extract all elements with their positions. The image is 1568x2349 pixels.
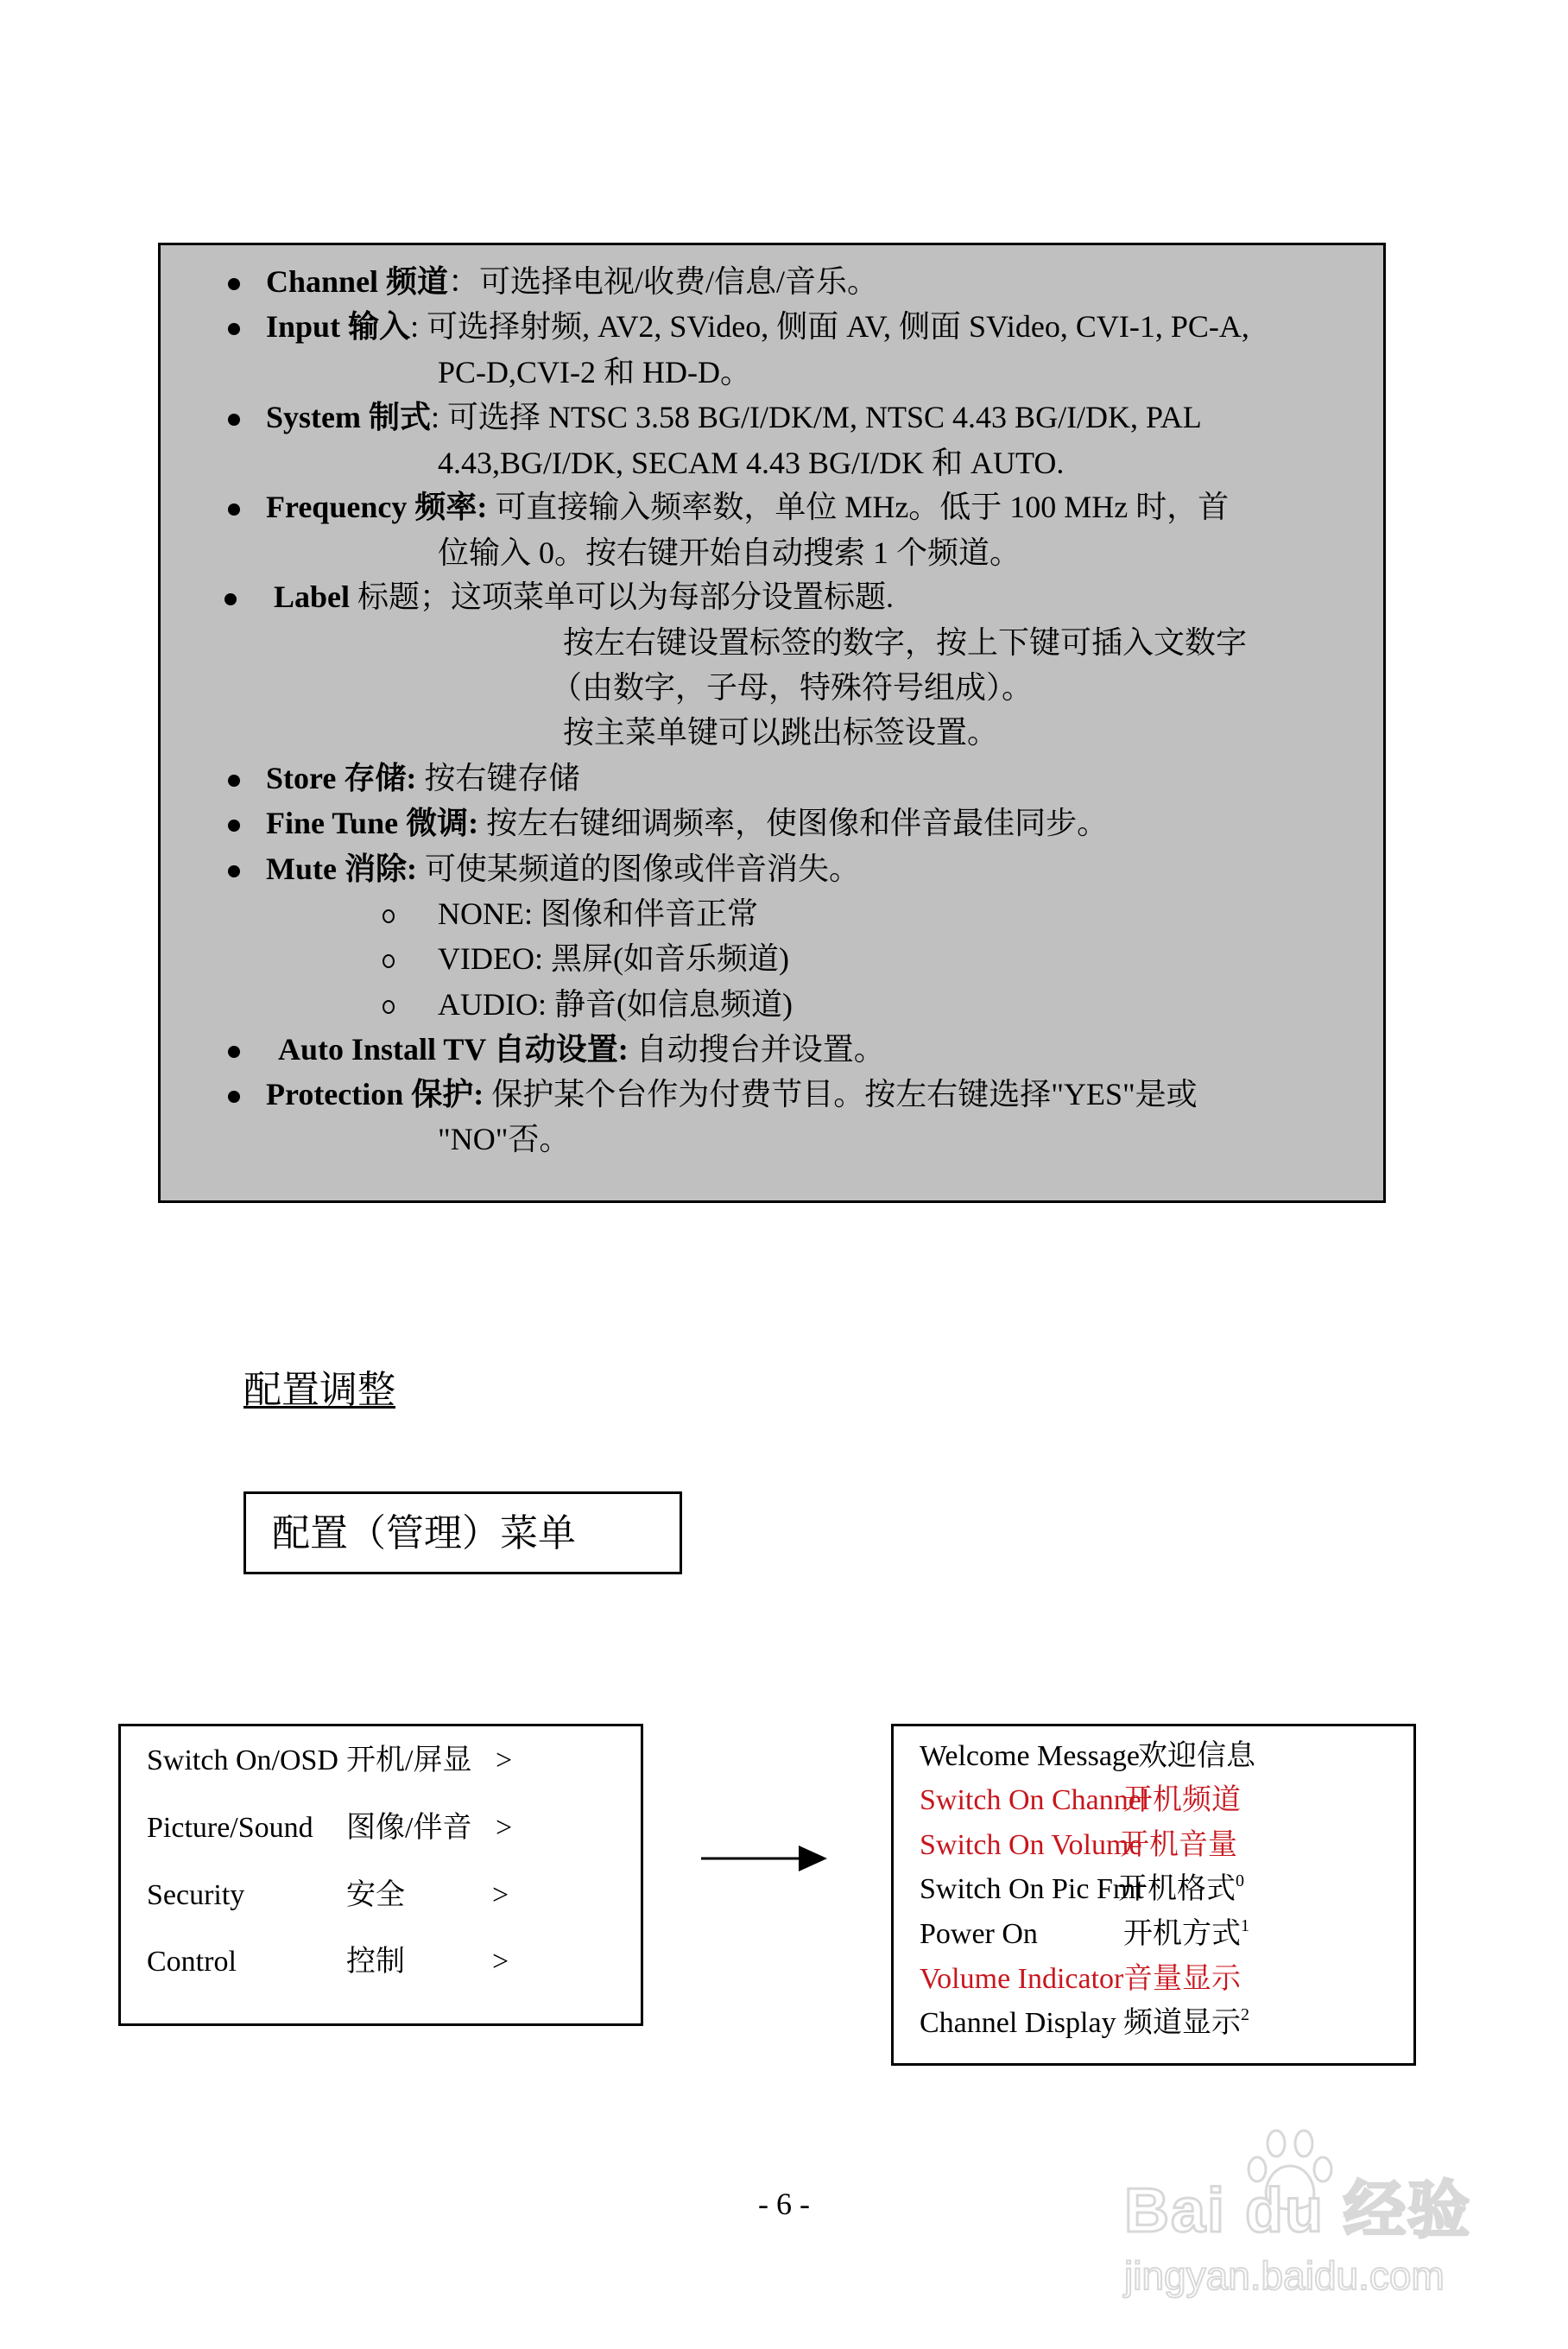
circle-bullet-icon bbox=[383, 954, 395, 968]
circle-bullet-icon bbox=[383, 909, 395, 923]
main-menu bbox=[118, 1724, 643, 2026]
item-fine-tune: Fine Tune 微调: 按左右键细调频率，使图像和伴音最佳同步。 bbox=[266, 806, 1109, 840]
menu-title: 配置（管理）菜单 bbox=[272, 1512, 576, 1554]
footnote-marker: 2 bbox=[1241, 2005, 1249, 2024]
circle-bullet-icon bbox=[383, 1000, 395, 1014]
footnote-marker: 0 bbox=[1236, 1871, 1244, 1890]
item-auto-install: Auto Install TV 自动设置: 自动搜台并设置。 bbox=[278, 1032, 885, 1067]
menu-item-picture-sound[interactable]: Picture/Sound 图像/伴音 > bbox=[121, 1806, 641, 1851]
bullet-icon bbox=[228, 414, 240, 426]
item-label: Label 标题；这项菜单可以为每部分设置标题. bbox=[274, 579, 895, 614]
bullet-icon bbox=[228, 323, 240, 335]
item-mute: Mute 消除: 可使某频道的图像或伴音消失。 bbox=[266, 852, 860, 886]
item-input: Input 输入: 可选择射频, AV2, SVideo, 侧面 AV, 侧面 SVideo, CVI-1, PC-A, bbox=[266, 309, 1249, 344]
bullet-icon bbox=[224, 593, 237, 605]
bullet-icon bbox=[228, 1091, 240, 1103]
bullet-icon bbox=[228, 278, 240, 290]
settings-description-box bbox=[158, 243, 1386, 1203]
chevron-right-icon: > bbox=[496, 1744, 513, 1776]
bullet-icon bbox=[228, 1046, 240, 1058]
right-arrow-icon bbox=[701, 1846, 831, 1871]
switch-on-osd-submenu bbox=[891, 1724, 1416, 2066]
footnote-marker: 1 bbox=[1241, 1916, 1249, 1935]
section-heading: 配置调整 bbox=[243, 1369, 395, 1411]
item-system-continuation: 4.43,BG/I/DK, SECAM 4.43 BG/I/DK 和 AUTO. bbox=[438, 446, 1065, 480]
watermark-url: jingyan.baidu.com bbox=[1124, 2253, 1445, 2298]
chevron-right-icon: > bbox=[496, 1812, 513, 1844]
menu-item-security[interactable]: Security 安全 > bbox=[121, 1873, 641, 1918]
item-protection-continuation: "NO"否。 bbox=[438, 1122, 571, 1156]
bullet-icon bbox=[228, 865, 240, 877]
item-label-continuation-2: （由数字，子母，特殊符号组成）。 bbox=[551, 670, 1034, 705]
watermark-brand: Bai du 经验 bbox=[1124, 2176, 1472, 2245]
mute-option-none: NONE: 图像和伴音正常 bbox=[438, 896, 758, 931]
submenu-item-switch-on-pic-fmt[interactable]: Switch On Pic Fmt 开机格式$^0$ bbox=[920, 1871, 1244, 1905]
item-frequency-continuation: 位输入 0。按右键开始自动搜索 1 个频道。 bbox=[438, 535, 1021, 570]
chevron-right-icon: > bbox=[492, 1879, 509, 1911]
baidu-jingyan-watermark bbox=[1114, 2124, 1494, 2306]
mute-option-video: VIDEO: 黑屏(如音乐频道) bbox=[438, 941, 789, 976]
menu-item-switch-on-osd[interactable]: Switch On/OSD 开机/屏显 > bbox=[121, 1738, 641, 1783]
item-protection: Protection 保护: 保护某个台作为付费节目。按左右键选择"YES"是或 bbox=[266, 1077, 1198, 1111]
submenu-item-welcome-message[interactable]: Welcome Message 欢迎信息 bbox=[920, 1740, 1255, 1772]
page-number: - 6 - bbox=[758, 2187, 810, 2221]
item-system: System 制式: 可选择 NTSC 3.58 BG/I/DK/M, NTSC 4.43 BG/I/DK, PAL bbox=[266, 400, 1202, 434]
item-store: Store 存储: 按右键存储 bbox=[266, 761, 580, 795]
menu-title-box bbox=[243, 1491, 682, 1574]
submenu-item-channel-display[interactable]: Channel Display 频道显示$^2$ bbox=[920, 2005, 1249, 2039]
item-label-continuation-1: 按左右键设置标签的数字，按上下键可插入文数字 bbox=[563, 625, 1248, 660]
chevron-right-icon: > bbox=[492, 1946, 509, 1978]
item-input-continuation: PC-D,CVI-2 和 HD-D。 bbox=[438, 355, 751, 389]
bullet-icon bbox=[228, 820, 240, 832]
menu-item-control[interactable]: Control 控制 > bbox=[121, 1940, 641, 1985]
bullet-icon bbox=[228, 503, 240, 516]
submenu-item-switch-on-volume[interactable]: Switch On Volume 开机音量 bbox=[920, 1829, 1237, 1861]
item-channel: Channel 频道：可选择电视/收费/信息/音乐。 bbox=[266, 264, 879, 299]
item-frequency: Frequency 频率: 可直接输入频率数，单位 MHz。低于 100 MHz 时，首 bbox=[266, 490, 1230, 524]
bullet-icon bbox=[228, 775, 240, 787]
submenu-item-volume-indicator[interactable]: Volume Indicator 音量显示 bbox=[920, 1963, 1241, 1995]
submenu-item-switch-on-channel[interactable]: Switch On Channel 开机频道 bbox=[920, 1784, 1241, 1816]
item-label-continuation-3: 按主菜单键可以跳出标签设置。 bbox=[563, 715, 999, 750]
mute-option-audio: AUDIO: 静音(如信息频道) bbox=[438, 987, 793, 1022]
submenu-item-power-on[interactable]: Power On 开机方式$^1$ bbox=[920, 1916, 1249, 1950]
